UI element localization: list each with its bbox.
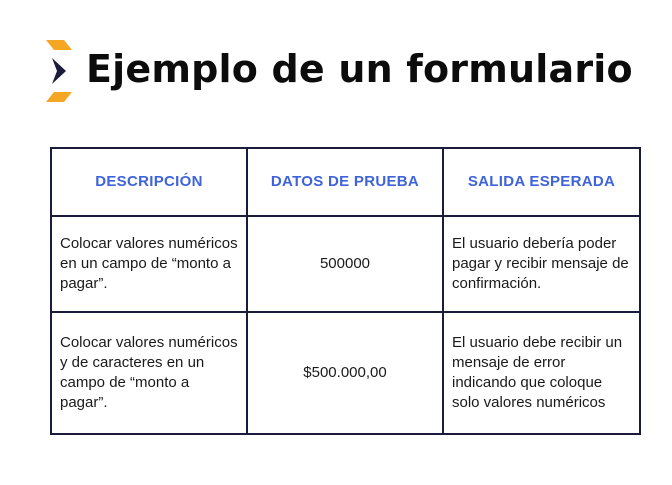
cell-datos-de-prueba: $500.000,00	[247, 312, 443, 434]
cell-salida-esperada: El usuario debe recibir un mensaje de error indicando que coloque solo valores numéricos	[443, 312, 640, 434]
brand-logo-icon	[46, 40, 72, 102]
table-header-row	[51, 148, 640, 216]
header-datos-de-prueba: DATOS DE PRUEBA	[247, 148, 443, 216]
cell-datos-de-prueba: 500000	[247, 216, 443, 312]
header-descripcion: DESCRIPCIÓN	[51, 148, 247, 216]
cell-descripcion: Colocar valores numéricos y de caracteres en un campo de “monto a pagar”.	[51, 312, 247, 434]
table-row	[51, 312, 640, 434]
cell-salida-esperada: El usuario debería poder pagar y recibir mensaje de confirmación.	[443, 216, 640, 312]
cell-descripcion: Colocar valores numéricos en un campo de “monto a pagar”.	[51, 216, 247, 312]
test-case-table	[50, 147, 641, 435]
table-row	[51, 216, 640, 312]
header-salida-esperada: SALIDA ESPERADA	[443, 148, 640, 216]
page-title: Ejemplo de un formulario	[86, 47, 633, 91]
